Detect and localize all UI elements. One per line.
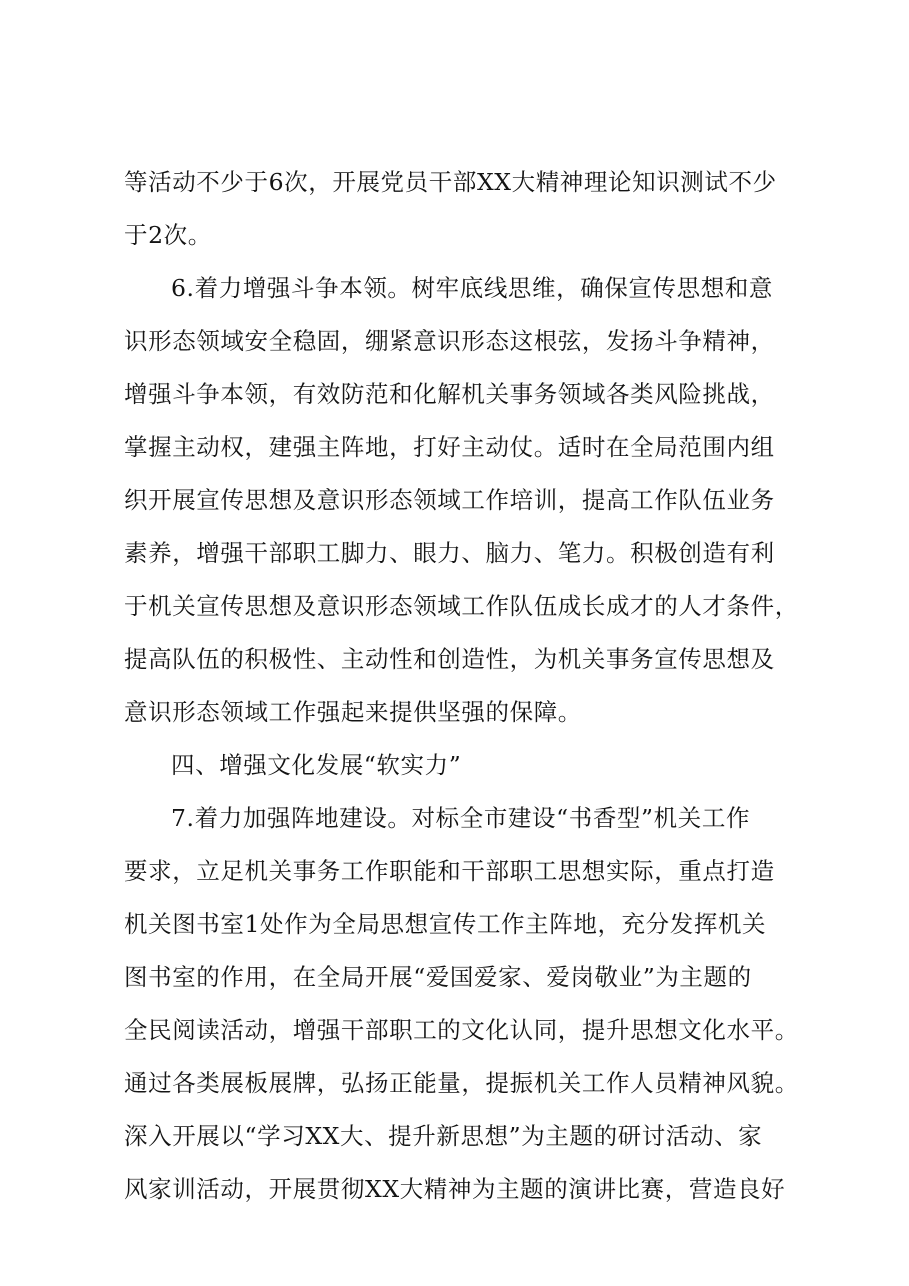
- paragraph-7-start: 7.着力加强阵地建设。对标全市建设“书香型”机关工作: [171, 804, 751, 832]
- text-line: 图书室的作用，在全局开展“爱国爱家、爱岗敬业”为主题的: [124, 963, 752, 991]
- text-line: 于机关宣传思想及意识形态领域工作队伍成长成才的人才条件，: [124, 592, 799, 620]
- section-heading: 四、增强文化发展“软实力”: [171, 751, 462, 779]
- text-line: 增强斗争本领，有效防范和化解机关事务领域各类风险挑战，: [124, 380, 775, 408]
- text-line: 素养，增强干部职工脚力、眼力、脑力、笔力。积极创造有利: [124, 539, 775, 567]
- text-line: 于2次。: [124, 221, 212, 249]
- text-line: 机关图书室1处作为全局思想宣传工作主阵地，充分发挥机关: [124, 910, 767, 938]
- paragraph-6-start: 6.着力增强斗争本领。树牢底线思维，确保宣传思想和意: [171, 274, 774, 302]
- text-line: 识形态领域安全稳固，绷紧意识形态这根弦，发扬斗争精神，: [124, 327, 775, 355]
- text-line: 风家训活动，开展贯彻XX大精神为主题的演讲比赛，营造良好: [124, 1175, 786, 1203]
- text-line: 通过各类展板展牌，弘扬正能量，提振机关工作人员精神风貌。: [124, 1069, 799, 1097]
- text-line: 提高队伍的积极性、主动性和创造性，为机关事务宣传思想及: [124, 645, 775, 673]
- text-line: 织开展宣传思想及意识形态领域工作培训，提高工作队伍业务: [124, 486, 775, 514]
- text-line: 掌握主动权，建强主阵地，打好主动仗。适时在全局范围内组: [124, 433, 775, 461]
- text-line: 深入开展以“学习XX大、提升新思想”为主题的研讨活动、家: [124, 1122, 763, 1150]
- text-line: 意识形态领域工作强起来提供坚强的保障。: [124, 698, 582, 726]
- text-line: 要求，立足机关事务工作职能和干部职工思想实际，重点打造: [124, 857, 775, 885]
- text-line: 全民阅读活动，增强干部职工的文化认同，提升思想文化水平。: [124, 1016, 799, 1044]
- text-line: 等活动不少于6次，开展党员干部XX大精神理论知识测试不少: [124, 168, 777, 196]
